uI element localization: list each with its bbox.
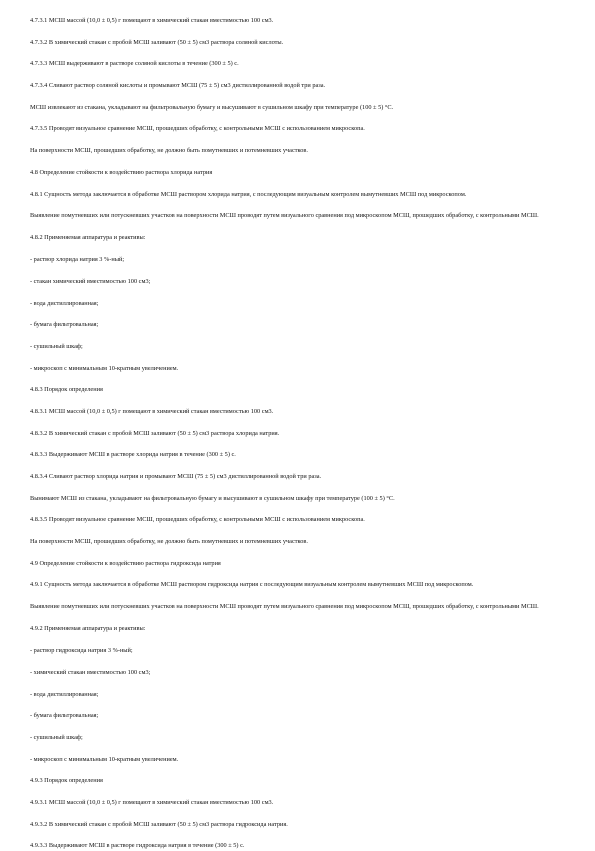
list-item: - стакан химический вместимостью 100 см3; [30,277,151,285]
subsection-heading: 4.9.3 Порядок определения [30,777,103,785]
paragraph: 4.7.3.1 МСШ массой (10,0 ± 0,5) г помещают в химический стакан вместимостью 100 см3. [30,17,274,24]
list-item: - раствор гидроксида натрия 3 %-ный; [30,647,133,655]
section-heading: 4.9 Определение стойкости к воздействию раствора гидроксида натрия [30,559,221,567]
list-item: - микроскоп с минимальным 10-кратным увеличением. [30,364,179,372]
paragraph: Выявление помутневших или потускневших участков на поверхности МСШ проводят путем визуального сравнения под микроскопом МСШ, прошедших обработку, с контрольными МСШ. [30,603,539,611]
list-item: - сушильный шкаф; [30,733,83,741]
list-item: - вода дистиллированная; [30,690,99,698]
paragraph: Вынимают МСШ из стакана, укладывают на фильтровальную бумагу и высушивают в сушильном шкафу при температуре (100 ± 5) °С. [30,494,395,502]
paragraph: 4.9.3.1 МСШ массой (10,0 ± 0,5) г помещают в химический стакан вместимостью 100 см3. [30,798,274,806]
list-item: - микроскоп с минимальным 10-кратным увеличением. [30,755,179,763]
paragraph: 4.8.3.2 В химический стакан с пробой МСШ заливают (50 ± 5) см3 раствора хлорида натрия. [30,429,280,437]
paragraph: 4.8.3.3 Выдерживают МСШ в растворе хлорида натрия в течение (300 ± 5) с. [30,451,236,459]
list-item: - раствор хлорида натрия 3 %-ный; [30,256,125,264]
paragraph: 4.7.3.4 Сливают раствор соляной кислоты и промывают МСШ (75 ± 5) см3 дистиллированной водой три раза. [30,82,326,90]
list-item: - химический стакан вместимостью 100 см3; [30,668,151,676]
section-heading: 4.8 Определение стойкости к воздействию раствора хлорида натрия [30,168,213,176]
paragraph: 4.7.3.5 Проводят визуальное сравнение МСШ, прошедших обработку, с контрольными МСШ с использованием микроскопа. [30,125,365,133]
paragraph: 4.8.3.4 Сливают раствор хлорида натрия и промывают МСШ (75 ± 5) см3 дистиллированной водой три раза. [30,473,322,481]
paragraph: 4.8.2 Применяемая аппаратура и реактивы: [30,234,146,242]
paragraph: 4.9.3.2 В химический стакан с пробой МСШ заливают (50 ± 5) см3 раствора гидроксида натрия. [30,820,288,828]
list-item: - сушильный шкаф; [30,342,83,350]
paragraph: 4.9.2 Применяемая аппаратура и реактивы: [30,625,146,633]
paragraph: На поверхности МСШ, прошедших обработку, не должно быть помутневших и потемневших участков. [30,538,308,546]
paragraph: На поверхности МСШ, прошедших обработку, не должно быть помутневших и потемневших участков. [30,147,308,155]
list-item: - бумага фильтровальная; [30,321,99,329]
paragraph: 4.9.1 Сущность метода заключается в обработке МСШ раствором гидроксида натрия с последующим визуальным контролем вымутневших МСШ под микроскопом. [30,581,474,589]
paragraph: 4.8.1 Сущность метода заключается в обработке МСШ раствором хлорида натрия, с последующим визуальным контролем вымутневших МСШ под микроскопом. [30,190,467,198]
list-item: - вода дистиллированная; [30,299,99,307]
paragraph: 4.7.3.2 В химический стакан с пробой МСШ заливают (50 ± 5) см3 раствора соляной кислоты. [30,38,284,46]
paragraph: 4.8.3.1 МСШ массой (10,0 ± 0,5) г помещают в химический стакан вместимостью 100 см3. [30,407,274,415]
paragraph: 4.8.3.5 Проводят визуальное сравнение МСШ, прошедших обработку, с контрольными МСШ с использованием микроскопа. [30,516,365,524]
paragraph: 4.7.3.3 МСШ выдерживают в растворе соляной кислоты в течение (300 ± 5) с. [30,60,239,68]
paragraph: МСШ извлекают из стакана, укладывают на фильтровальную бумагу и высушивают в сушильном шкафу при температуре (100 ± 5) °С. [30,103,394,111]
paragraph: Выявление помутневших или потускневших участков на поверхности МСШ проводят путем визуального сравнения под микроскопом МСШ, прошедших обработку, с контрольными МСШ. [30,212,539,220]
list-item: - бумага фильтровальная; [30,712,99,720]
subsection-heading: 4.8.3 Порядок определения [30,386,103,394]
paragraph: 4.9.3.3 Выдерживают МСШ в растворе гидроксида натрия в течение (300 ± 5) с. [30,842,245,850]
